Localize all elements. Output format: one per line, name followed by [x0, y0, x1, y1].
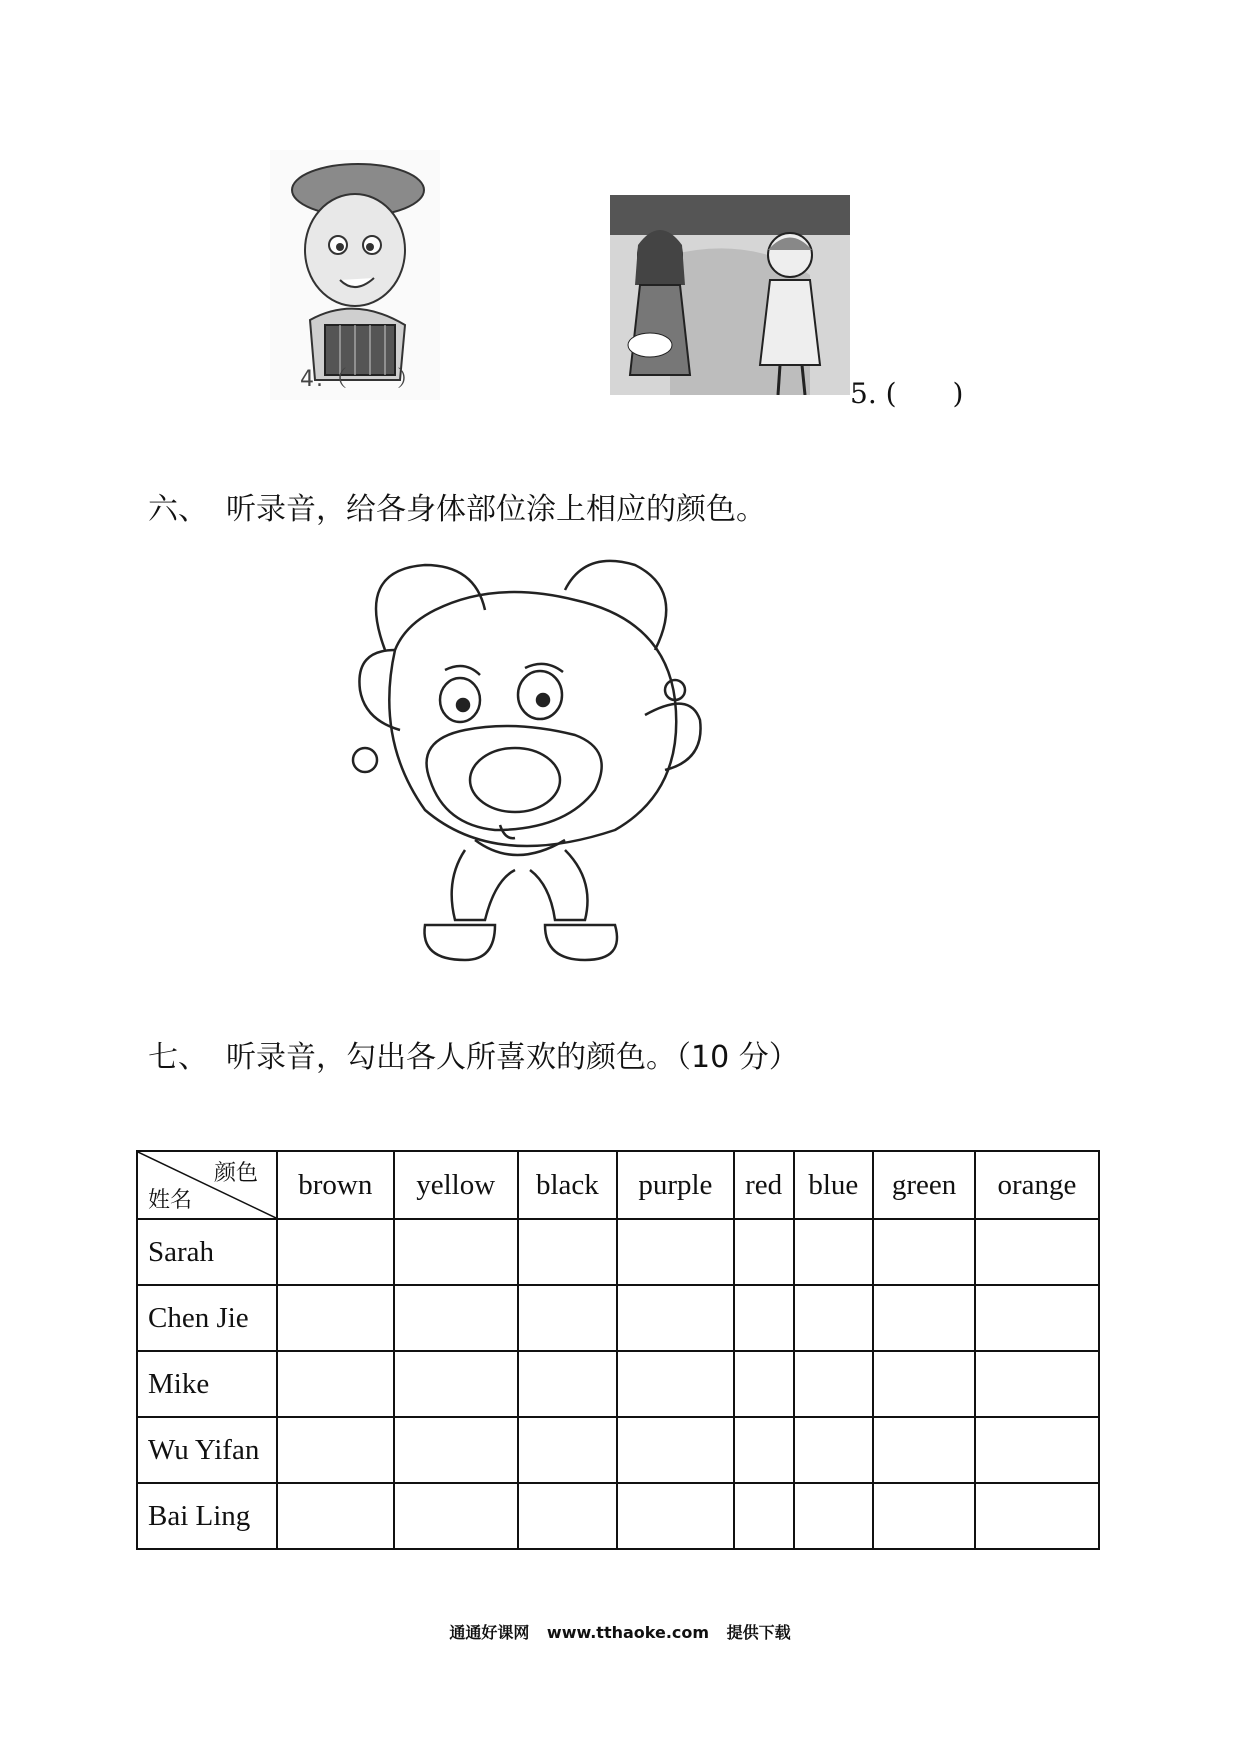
answer-cell[interactable]	[617, 1285, 734, 1351]
column-header-color: red	[734, 1151, 794, 1219]
column-header-color: brown	[277, 1151, 394, 1219]
answer-cell[interactable]	[975, 1351, 1099, 1417]
table-row	[137, 1351, 1099, 1417]
item-4-label: 4.（ ）	[300, 367, 421, 392]
section-6-instruction: 听录音，给各身体部位涂上相应的颜色。	[226, 492, 766, 527]
footer-url[interactable]: www.tthaoke.com	[546, 1623, 710, 1642]
answer-cell[interactable]	[975, 1483, 1099, 1549]
row-name-cell: Bai Ling	[137, 1483, 277, 1549]
answer-cell[interactable]	[794, 1483, 874, 1549]
answer-cell[interactable]	[518, 1483, 617, 1549]
answer-cell[interactable]	[394, 1483, 518, 1549]
answer-cell[interactable]	[518, 1417, 617, 1483]
answer-cell[interactable]	[394, 1351, 518, 1417]
answer-cell[interactable]	[277, 1219, 394, 1285]
table-row	[137, 1417, 1099, 1483]
answer-cell[interactable]	[277, 1351, 394, 1417]
answer-cell[interactable]	[518, 1351, 617, 1417]
row-name-cell: Mike	[137, 1351, 277, 1417]
row-name-cell: Sarah	[137, 1219, 277, 1285]
answer-cell[interactable]	[734, 1417, 794, 1483]
corner-label-name: 姓名	[148, 1188, 193, 1213]
column-header-color: green	[873, 1151, 975, 1219]
section-7-number: 七、	[148, 1040, 208, 1075]
answer-cell[interactable]	[975, 1285, 1099, 1351]
bear-coloring-picture	[315, 540, 815, 1020]
answer-cell[interactable]	[394, 1285, 518, 1351]
footer-site-name: 通通好课网	[449, 1623, 530, 1642]
footer-suffix: 提供下载	[726, 1623, 791, 1642]
section-6-heading	[148, 484, 766, 528]
row-name-cell: Chen Jie	[137, 1285, 277, 1351]
section-6-number: 六、	[148, 492, 208, 527]
answer-cell[interactable]	[873, 1417, 975, 1483]
answer-cell[interactable]	[873, 1219, 975, 1285]
answer-cell[interactable]	[873, 1351, 975, 1417]
answer-cell[interactable]	[734, 1219, 794, 1285]
table-corner-cell	[137, 1151, 277, 1219]
column-header-color: purple	[617, 1151, 734, 1219]
row-name-cell: Wu Yifan	[137, 1417, 277, 1483]
answer-cell[interactable]	[734, 1285, 794, 1351]
answer-cell[interactable]	[617, 1417, 734, 1483]
answer-cell[interactable]	[734, 1351, 794, 1417]
answer-cell[interactable]	[617, 1351, 734, 1417]
answer-cell[interactable]	[975, 1219, 1099, 1285]
answer-cell[interactable]	[794, 1219, 874, 1285]
answer-cell[interactable]	[794, 1351, 874, 1417]
table-row	[137, 1285, 1099, 1351]
table-row	[137, 1483, 1099, 1549]
table-row	[137, 1219, 1099, 1285]
table-header-row	[137, 1151, 1099, 1219]
column-header-color: yellow	[394, 1151, 518, 1219]
section-7-instruction: 听录音，勾出各人所喜欢的颜色。（10 分）	[226, 1040, 799, 1075]
answer-cell[interactable]	[518, 1285, 617, 1351]
answer-cell[interactable]	[873, 1483, 975, 1549]
answer-cell[interactable]	[873, 1285, 975, 1351]
column-header-color: orange	[975, 1151, 1099, 1219]
girl-painting-boy-picture	[610, 195, 850, 395]
item-5-label: 5. ( )	[850, 377, 964, 410]
answer-cell[interactable]	[277, 1285, 394, 1351]
color-preference-table	[136, 1150, 1100, 1550]
answer-cell[interactable]	[734, 1483, 794, 1549]
column-header-color: blue	[794, 1151, 874, 1219]
answer-cell[interactable]	[394, 1417, 518, 1483]
answer-cell[interactable]	[794, 1417, 874, 1483]
answer-cell[interactable]	[518, 1219, 617, 1285]
section-7-heading	[148, 1032, 799, 1076]
answer-cell[interactable]	[975, 1417, 1099, 1483]
answer-cell[interactable]	[394, 1219, 518, 1285]
answer-cell[interactable]	[794, 1285, 874, 1351]
answer-cell[interactable]	[617, 1483, 734, 1549]
column-header-color: black	[518, 1151, 617, 1219]
page-footer	[0, 1620, 1240, 1643]
answer-cell[interactable]	[277, 1417, 394, 1483]
answer-cell[interactable]	[617, 1219, 734, 1285]
corner-label-color: 颜色	[213, 1161, 258, 1186]
answer-cell[interactable]	[277, 1483, 394, 1549]
